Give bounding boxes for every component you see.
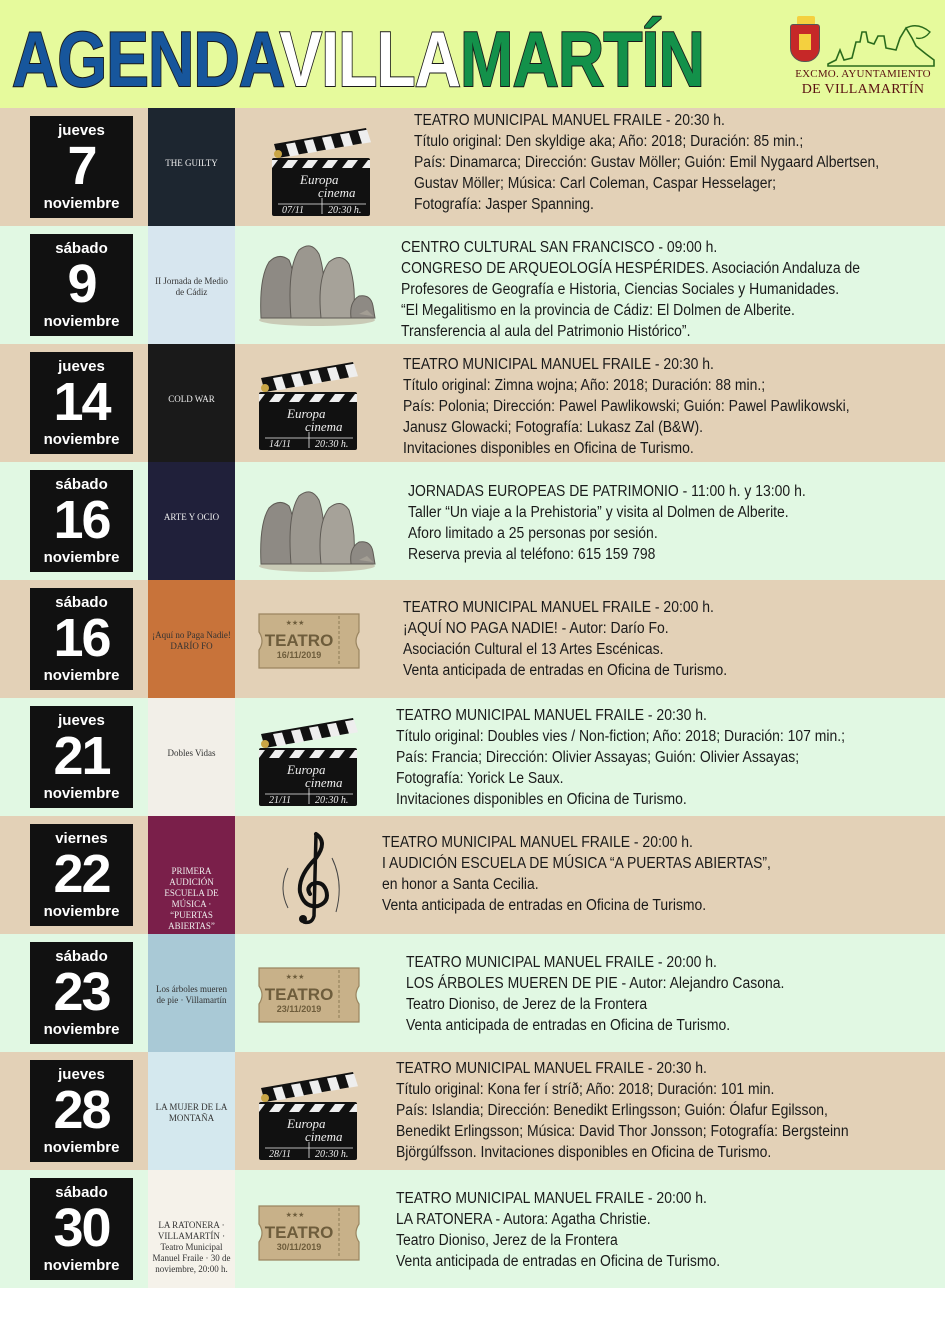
title-agenda: AGENDA: [12, 15, 280, 103]
event-detail-line: TEATRO MUNICIPAL MANUEL FRAILE - 20:00 h.: [396, 1190, 707, 1207]
clapper-date: 14/11: [269, 439, 292, 450]
event-detail-line: Gustav Möller; Música: Carl Coleman, Caspar Hesselager;: [414, 175, 777, 192]
europa-label: Europa: [300, 172, 339, 187]
header: [0, 0, 945, 108]
event-details: [396, 705, 845, 810]
event-detail-line: Aforo limitado a 25 personas por sesión.: [408, 525, 658, 542]
weekday-label: sábado: [55, 948, 108, 965]
event-detail-line: Asociación Cultural el 13 Artes Escénicas.: [403, 641, 664, 658]
event-detail-line: Título original: Den skyldige aka; Año: 2018; Duración: 85 min.;: [414, 133, 804, 150]
date-box: [30, 588, 133, 690]
month-label: noviembre: [43, 1021, 120, 1038]
month-label: noviembre: [43, 195, 120, 212]
event-detail-line: Venta anticipada de entradas en Oficina de Turismo.: [382, 897, 707, 914]
clapper-date: 07/11: [282, 205, 305, 216]
theatre-ticket-icon: [255, 1202, 363, 1269]
event-detail-line: Título original: Zimna wojna; Año: 2018; Duración: 88 min.;: [403, 377, 766, 394]
clapperboard-icon: [255, 1058, 363, 1169]
weekday-label: viernes: [55, 830, 108, 847]
cinema-label: cinema: [305, 1129, 343, 1144]
month-label: noviembre: [43, 313, 120, 330]
clapper-time: 20:30 h.: [315, 439, 349, 450]
event-poster: [148, 344, 235, 462]
month-label: noviembre: [43, 785, 120, 802]
event-detail-line: Fotografía: Yorick Le Saux.: [396, 770, 564, 787]
menhir-stones-icon: [255, 484, 385, 579]
event-detail-line: LA RATONERA - Autora: Agatha Christie.: [396, 1211, 651, 1228]
event-detail-line: Invitaciones disponibles en Oficina de Turismo.: [396, 791, 687, 808]
day-number: 23: [53, 962, 110, 1022]
event-detail-line: JORNADAS EUROPEAS DE PATRIMONIO - 11:00 h. y 13:00 h.: [408, 483, 806, 500]
event-details: [396, 1058, 849, 1163]
event-poster: [148, 462, 235, 580]
date-box: [30, 942, 133, 1044]
weekday-label: jueves: [58, 358, 105, 375]
event-poster: [148, 580, 235, 698]
event-detail-line: Venta anticipada de entradas en Oficina de Turismo.: [403, 662, 728, 679]
treble-clef-icon: [278, 828, 348, 933]
event-detail-line: País: Dinamarca; Dirección: Gustav Möller; Guión: Emil Nygaard Albertsen,: [414, 154, 880, 171]
title-martin: MARTÍN: [460, 15, 704, 103]
clapper-time: 20:30 h.: [328, 205, 362, 216]
event-poster: [148, 1052, 235, 1170]
ticket-label: TEATRO: [264, 985, 334, 1004]
event-details: [382, 832, 771, 916]
event-detail-line: TEATRO MUNICIPAL MANUEL FRAILE - 20:00 h.: [382, 834, 693, 851]
day-number: 30: [53, 1198, 110, 1258]
event-detail-line: Reserva previa al teléfono: 615 159 798: [408, 546, 656, 563]
theatre-ticket-icon: [255, 610, 363, 677]
svg-text:★★★: ★★★: [285, 974, 305, 981]
ticket-label: TEATRO: [264, 631, 334, 650]
ticket-date: 30/11/2019: [276, 1242, 322, 1252]
clapper-time: 20:30 h.: [315, 795, 349, 806]
event-detail-line: Venta anticipada de entradas en Oficina de Turismo.: [406, 1017, 731, 1034]
event-details: [396, 1188, 720, 1272]
event-detail-line: en honor a Santa Cecilia.: [382, 876, 539, 893]
event-details: [408, 481, 806, 565]
date-box: [30, 234, 133, 336]
coat-of-arms-icon: [790, 24, 820, 62]
event-poster: [148, 1170, 235, 1288]
event-detail-line: TEATRO MUNICIPAL MANUEL FRAILE - 20:30 h.: [396, 707, 707, 724]
ticket-label: TEATRO: [264, 1223, 334, 1242]
day-number: 22: [53, 844, 110, 904]
poster-title: PRIMERA AUDICIÓN ESCUELA DE MÚSICA · “PUERTAS ABIERTAS”: [164, 866, 219, 931]
town-skyline-icon: [826, 20, 936, 68]
event-details: [414, 110, 879, 215]
event-poster: [148, 108, 235, 226]
theatre-ticket-icon: [255, 964, 363, 1031]
date-box: [30, 824, 133, 926]
poster-title: II Jornada de Medio de Cádiz: [155, 276, 228, 297]
clapperboard-icon: [255, 704, 363, 815]
weekday-label: jueves: [58, 712, 105, 729]
event-detail-line: Título original: Doubles vies / Non-fiction; Año: 2018; Duración: 107 min.;: [396, 728, 845, 745]
ayuntamiento-line2: DE VILLAMARTÍN: [801, 82, 925, 97]
event-detail-line: Teatro Dioniso, Jerez de la Frontera: [396, 1232, 618, 1249]
month-label: noviembre: [43, 667, 120, 684]
poster-title: LA MUJER DE LA MONTAÑA: [155, 1102, 228, 1123]
event-details: [406, 952, 784, 1036]
poster-title: ARTE Y OCIO: [163, 512, 220, 522]
month-label: noviembre: [43, 903, 120, 920]
day-number: 14: [53, 372, 110, 432]
event-detail-line: Invitaciones disponibles en Oficina de Turismo.: [403, 440, 694, 457]
cinema-label: cinema: [305, 419, 343, 434]
date-box: [30, 116, 133, 218]
event-detail-line: ¡AQUÍ NO PAGA NADIE! - Autor: Darío Fo.: [403, 620, 669, 637]
event-detail-line: País: Islandia; Dirección: Benedikt Erlingsson; Guión: Ólafur Egilsson,: [396, 1102, 828, 1119]
poster-title: ¡Aquí no Paga Nadie! DARÍO FO: [152, 630, 231, 651]
event-detail-line: País: Polonia; Dirección: Pawel Pawlikowski; Guión: Pawel Pawlikowski,: [403, 398, 850, 415]
event-detail-line: Título original: Kona fer í stríð; Año: 2018; Duración: 101 min.: [396, 1081, 775, 1098]
event-detail-line: I AUDICIÓN ESCUELA DE MÚSICA “A PUERTAS ABIERTAS”,: [382, 855, 771, 872]
clapper-date: 28/11: [269, 1149, 292, 1160]
menhir-stones-icon: [255, 238, 385, 333]
poster-title: Los árboles mueren de pie · Villamartín: [156, 984, 227, 1005]
title-villa: VILLA: [279, 15, 461, 103]
event-poster: [148, 816, 235, 934]
event-detail-line: Benedikt Erlingsson; Música: David Thor Jonsson; Fotografía: Bergsteinn: [396, 1123, 849, 1140]
clapper-time: 20:30 h.: [315, 1149, 349, 1160]
event-detail-line: TEATRO MUNICIPAL MANUEL FRAILE - 20:30 h.: [396, 1060, 707, 1077]
event-detail-line: Venta anticipada de entradas en Oficina de Turismo.: [396, 1253, 721, 1270]
ticket-date: 16/11/2019: [276, 650, 322, 660]
event-detail-line: Profesores de Geografía e Historia, Ciencias Sociales y Humanidades.: [401, 281, 840, 298]
event-detail-line: LOS ÁRBOLES MUEREN DE PIE - Autor: Alejandro Casona.: [406, 975, 785, 992]
month-label: noviembre: [43, 1139, 120, 1156]
month-label: noviembre: [43, 431, 120, 448]
weekday-label: sábado: [55, 594, 108, 611]
date-box: [30, 352, 133, 454]
svg-text:★★★: ★★★: [285, 620, 305, 627]
poster-title: Dobles Vidas: [167, 748, 216, 758]
day-number: 7: [67, 136, 96, 196]
event-detail-line: Janusz Glowacki; Fotografía: Lukasz Zal (B&W).: [403, 419, 704, 436]
month-label: noviembre: [43, 549, 120, 566]
weekday-label: sábado: [55, 240, 108, 257]
clapperboard-icon: [268, 114, 376, 225]
event-detail-line: TEATRO MUNICIPAL MANUEL FRAILE - 20:30 h.: [403, 356, 714, 373]
event-poster: [148, 226, 235, 344]
day-number: 9: [67, 254, 96, 314]
date-box: [30, 1060, 133, 1162]
ticket-date: 23/11/2019: [276, 1004, 322, 1014]
day-number: 16: [53, 608, 110, 668]
weekday-label: jueves: [58, 1066, 105, 1083]
date-box: [30, 1178, 133, 1280]
cinema-label: cinema: [305, 775, 343, 790]
month-label: noviembre: [43, 1257, 120, 1274]
event-details: [403, 354, 850, 459]
event-poster: [148, 698, 235, 816]
europa-label: Europa: [287, 1116, 326, 1131]
event-detail-line: “El Megalitismo en la provincia de Cádiz: El Dolmen de Alberite.: [401, 302, 795, 319]
day-number: 21: [53, 726, 110, 786]
event-detail-line: Fotografía: Jasper Spanning.: [414, 196, 594, 213]
poster-title: THE GUILTY: [165, 158, 218, 168]
date-box: [30, 470, 133, 572]
europa-label: Europa: [287, 406, 326, 421]
agenda-title: [12, 14, 704, 104]
date-box: [30, 706, 133, 808]
event-detail-line: País: Francia; Dirección: Olivier Assayas; Guión: Olivier Assayas;: [396, 749, 800, 766]
event-detail-line: Transferencia al aula del Patrimonio Histórico”.: [401, 323, 691, 340]
event-details: [403, 597, 727, 681]
weekday-label: sábado: [55, 1184, 108, 1201]
event-detail-line: TEATRO MUNICIPAL MANUEL FRAILE - 20:00 h.: [403, 599, 714, 616]
event-detail-line: CENTRO CULTURAL SAN FRANCISCO - 09:00 h.: [401, 239, 718, 256]
event-detail-line: TEATRO MUNICIPAL MANUEL FRAILE - 20:00 h.: [406, 954, 717, 971]
day-number: 16: [53, 490, 110, 550]
weekday-label: jueves: [58, 122, 105, 139]
event-details: [401, 237, 860, 342]
event-detail-line: Björgúlfsson. Invitaciones disponibles en Oficina de Turismo.: [396, 1144, 772, 1161]
svg-text:★★★: ★★★: [285, 1212, 305, 1219]
europa-label: Europa: [287, 762, 326, 777]
event-detail-line: Taller “Un viaje a la Prehistoria” y visita al Dolmen de Alberite.: [408, 504, 789, 521]
clapper-date: 21/11: [269, 795, 292, 806]
event-poster: [148, 934, 235, 1052]
clapperboard-icon: [255, 348, 363, 459]
day-number: 28: [53, 1080, 110, 1140]
cinema-label: cinema: [318, 185, 356, 200]
event-detail-line: CONGRESO DE ARQUEOLOGÍA HESPÉRIDES. Asociación Andaluza de: [401, 260, 860, 277]
poster-title: COLD WAR: [168, 394, 215, 404]
ayuntamiento-line1: EXCMO. AYUNTAMIENTO: [795, 68, 931, 80]
poster-title: LA RATONERA · VILLAMARTÍN · Teatro Municipal Manuel Fraile · 30 de noviembre, 20:00 h.: [152, 1220, 231, 1274]
event-detail-line: TEATRO MUNICIPAL MANUEL FRAILE - 20:30 h.: [414, 112, 725, 129]
event-detail-line: Teatro Dioniso, de Jerez de la Frontera: [406, 996, 648, 1013]
weekday-label: sábado: [55, 476, 108, 493]
